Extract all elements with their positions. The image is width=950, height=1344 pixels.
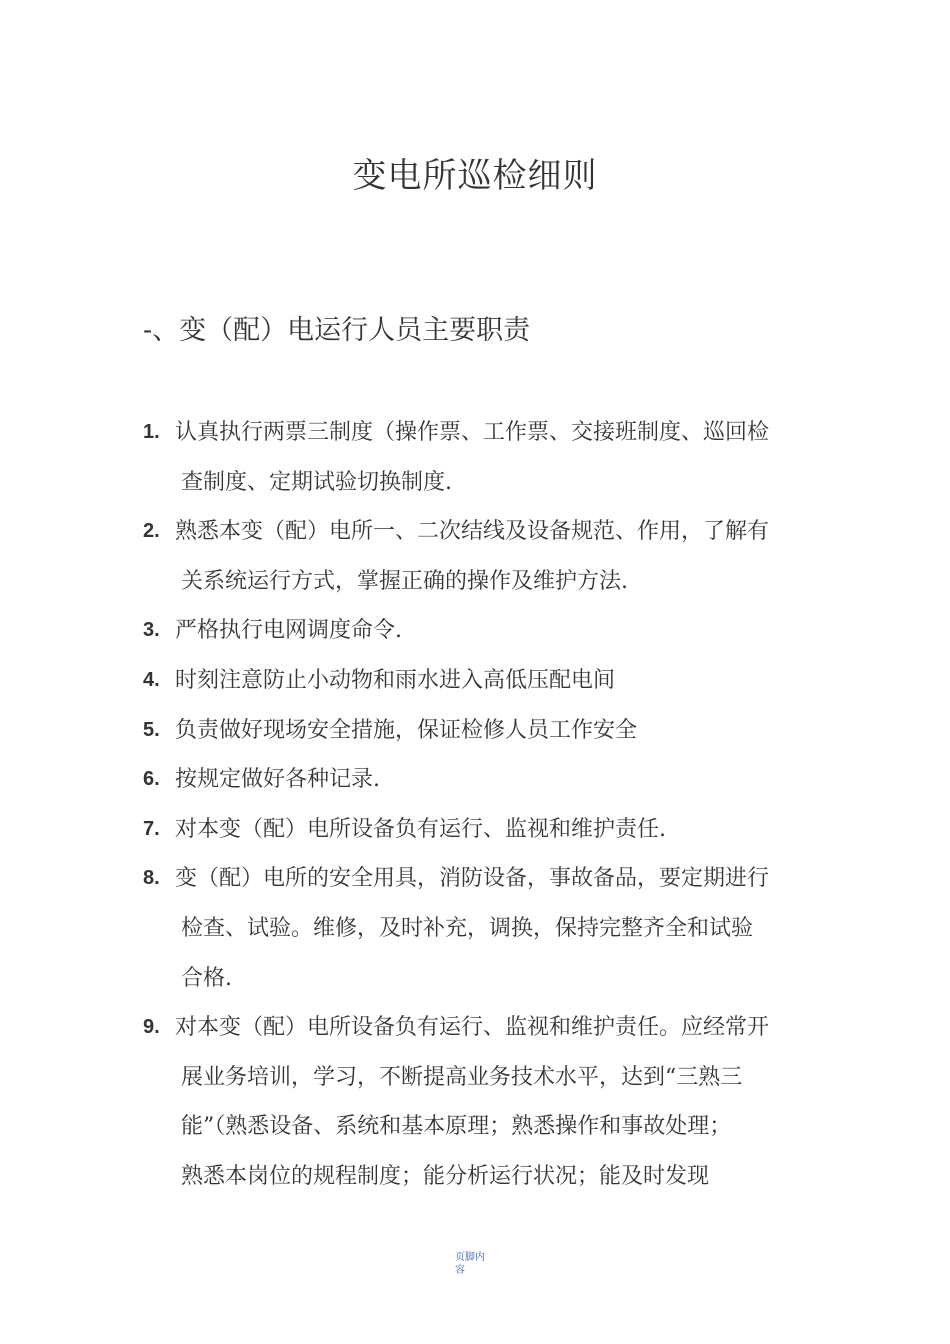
document-title: 变电所巡检细则	[352, 156, 598, 196]
item-text	[175, 606, 823, 656]
item-number: 6.	[143, 768, 160, 791]
item-line: 对本变（配）电所设备负有运行、监视和维护责任。应经常开	[175, 1015, 770, 1041]
item-number: 7.	[143, 817, 160, 840]
list-item	[143, 606, 823, 656]
item-number: 4.	[143, 668, 160, 691]
item-number: 5.	[143, 718, 160, 741]
item-text	[175, 706, 823, 756]
item-text	[175, 1003, 823, 1201]
item-line: 时刻注意防止小动物和雨水进入高低压配电间	[175, 667, 616, 693]
item-line: 合格.	[181, 965, 232, 991]
page-footer	[455, 1251, 495, 1277]
list-item	[143, 805, 823, 855]
item-line: 检查、试验。维修，及时补充，调换，保持完整齐全和试验	[181, 915, 754, 941]
item-text	[175, 805, 823, 855]
section-heading: -、变（配）电运行人员主要职责	[143, 315, 531, 346]
item-text	[175, 656, 823, 706]
item-line: 能”（熟悉设备、系统和基本原理；熟悉操作和事故处理；	[181, 1114, 732, 1140]
item-line: 对本变（配）电所设备负有运行、监视和维护责任.	[175, 816, 666, 842]
list-item	[143, 755, 823, 805]
list-item	[143, 408, 823, 507]
item-line: 认真执行两票三制度（操作票、工作票、交接班制度、巡回检	[175, 420, 770, 445]
list-item	[143, 1003, 823, 1201]
list-item	[143, 854, 823, 1003]
list-item	[143, 507, 823, 606]
item-line: 负责做好现场安全措施，保证检修人员工作安全	[175, 717, 638, 743]
item-line: 按规定做好各种记录.	[175, 767, 380, 793]
item-text	[175, 755, 823, 805]
item-number: 1.	[143, 421, 160, 443]
item-number: 2.	[143, 520, 160, 543]
item-line: 熟悉本岗位的规程制度；能分析运行状况；能及时发现	[181, 1163, 710, 1189]
duty-list	[143, 408, 823, 1202]
item-line: 展业务培训，学习，不断提高业务技术水平，达到“三熟三	[181, 1064, 743, 1090]
footer-line: 容	[455, 1265, 465, 1276]
list-item	[143, 656, 823, 706]
item-number: 3.	[143, 619, 160, 642]
list-item	[143, 706, 823, 756]
item-text	[175, 854, 823, 1003]
item-line: 关系统运行方式，掌握正确的操作及维护方法.	[181, 568, 628, 594]
item-line: 严格执行电网调度命令.	[175, 618, 402, 644]
item-text	[175, 408, 823, 507]
item-line: 熟悉本变（配）电所一、二次结线及设备规范、作用，了解有	[175, 519, 770, 545]
item-text	[175, 507, 823, 606]
item-number: 8.	[143, 867, 160, 890]
footer-line: 页脚内	[455, 1252, 485, 1263]
item-line: 变（配）电所的安全用具，消防设备，事故备品，要定期进行	[175, 866, 770, 892]
item-number: 9.	[143, 1016, 160, 1039]
item-line: 查制度、定期试验切换制度.	[181, 469, 452, 495]
